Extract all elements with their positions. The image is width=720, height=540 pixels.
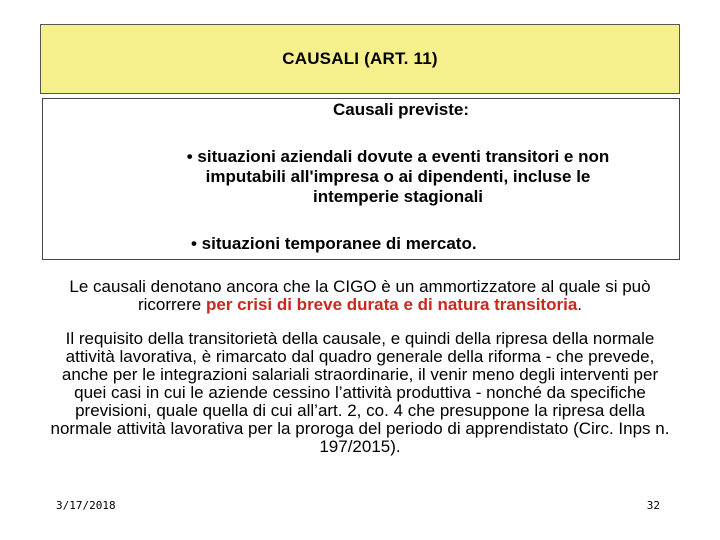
page-number: 32 <box>646 499 660 512</box>
slide-title: CAUSALI (ART. 11) <box>282 49 438 68</box>
bullet-market-situations: • situazioni temporanee di mercato. <box>191 234 477 253</box>
title-box <box>40 24 680 94</box>
highlight-short-crisis: per crisi di breve durata e di natura transitoria <box>205 295 578 314</box>
paragraph-cigo-end: . <box>577 295 583 314</box>
footer-date: 3/17/2018 <box>56 499 116 512</box>
paragraph-cigo <box>50 278 670 314</box>
paragraph-transitoriness: Il requisito della transitorietà della causale, e quindi della ripresa della normale attività lavorativa, è rimarcato dal quadro generale della riforma - che prevede, anche per le integrazioni salariali straordinarie, il venir meno degli interventi per quei casi in cui le aziende cessino l’attività produttiva - nonché da specifiche previsioni, quale quella di cui all’art. 2, co. 4 che presuppone la ripresa della normale attività lavorativa per la proroga del periodo di apprendistato (Circ. Inps n. 197/2015). <box>50 329 670 456</box>
paragraph-cigo-text: Le causali denotano ancora che la CIGO è un ammortizzatore al quale si può ricorrere <box>69 277 651 314</box>
causes-heading: Causali previste: <box>332 100 470 119</box>
bullet-company-situations: • situazioni aziendali dovute a eventi transitori e non imputabili all'impresa o ai dipendenti, incluse le intemperie stagionali <box>186 147 610 206</box>
causes-box <box>42 98 680 260</box>
